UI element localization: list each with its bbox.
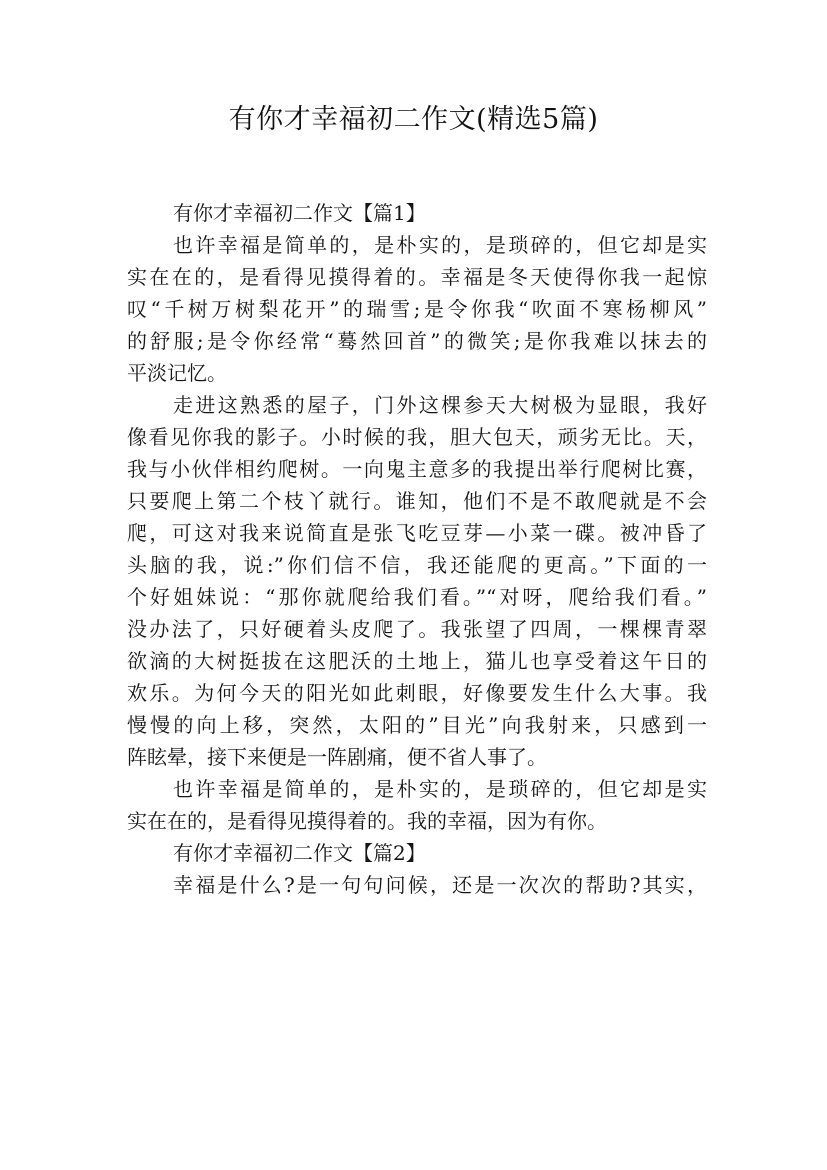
text-line: 实在在的，是看得见摸得着的。我的幸福，因为有你。 <box>127 809 607 833</box>
text-line: 爬，可这对我来说简直是张飞吃豆芽—小菜一碟。被冲昏了 <box>127 521 707 545</box>
text-line: 欢乐。为何今天的阳光如此刺眼，好像要发生什么大事。我 <box>127 681 707 705</box>
paragraph <box>127 389 707 773</box>
paragraph <box>127 869 707 901</box>
text-line: 慢慢的向上移，突然，太阳的”目光”向我射来，只感到一 <box>127 713 707 737</box>
text-line: 只要爬上第二个枝丫就行。谁知，他们不是不敢爬就是不会 <box>127 489 707 513</box>
text-line: 幸福是什么?是一句句问候，还是一次次的帮助?其实， <box>173 873 707 897</box>
text-line: 也许幸福是简单的，是朴实的，是琐碎的，但它却是实 <box>173 233 707 257</box>
text-line: 平淡记忆。 <box>127 361 227 385</box>
section-heading: 有你才幸福初二作文【篇2】 <box>173 841 426 865</box>
section-heading: 有你才幸福初二作文【篇1】 <box>173 201 426 225</box>
document-body <box>127 197 707 901</box>
paragraph <box>127 229 707 389</box>
paragraph <box>127 773 707 837</box>
text-line: 个好姐妹说：“那你就爬给我们看。”“对呀，爬给我们看。” <box>127 585 707 609</box>
text-line: 欲滴的大树挺拔在这肥沃的土地上，猫儿也享受着这午日的 <box>127 649 707 673</box>
text-line: 的舒服;是令你经常“蓦然回首”的微笑;是你我难以抹去的 <box>127 329 707 353</box>
text-line: 头脑的我，说:”你们信不信，我还能爬的更高。”下面的一 <box>127 553 707 577</box>
text-line: 走进这熟悉的屋子，门外这棵参天大树极为显眼，我好 <box>173 393 707 417</box>
text-line: 没办法了，只好硬着头皮爬了。我张望了四周，一棵棵青翠 <box>127 617 707 641</box>
text-line: 我与小伙伴相约爬树。一向鬼主意多的我提出举行爬树比赛， <box>127 457 707 481</box>
text-line: 也许幸福是简单的，是朴实的，是琐碎的，但它却是实 <box>173 777 707 801</box>
text-line: 实在在的，是看得见摸得着的。幸福是冬天使得你我一起惊 <box>127 265 707 289</box>
text-line: 阵眩晕，接下来便是一阵剧痛，便不省人事了。 <box>127 745 547 769</box>
text-line: 像看见你我的影子。小时候的我，胆大包天，顽劣无比。天， <box>127 425 707 449</box>
text-line: 叹“千树万树梨花开”的瑞雪;是令你我“吹面不寒杨柳风” <box>127 297 707 321</box>
document-title: 有你才幸福初二作文(精选5篇) <box>228 104 599 135</box>
